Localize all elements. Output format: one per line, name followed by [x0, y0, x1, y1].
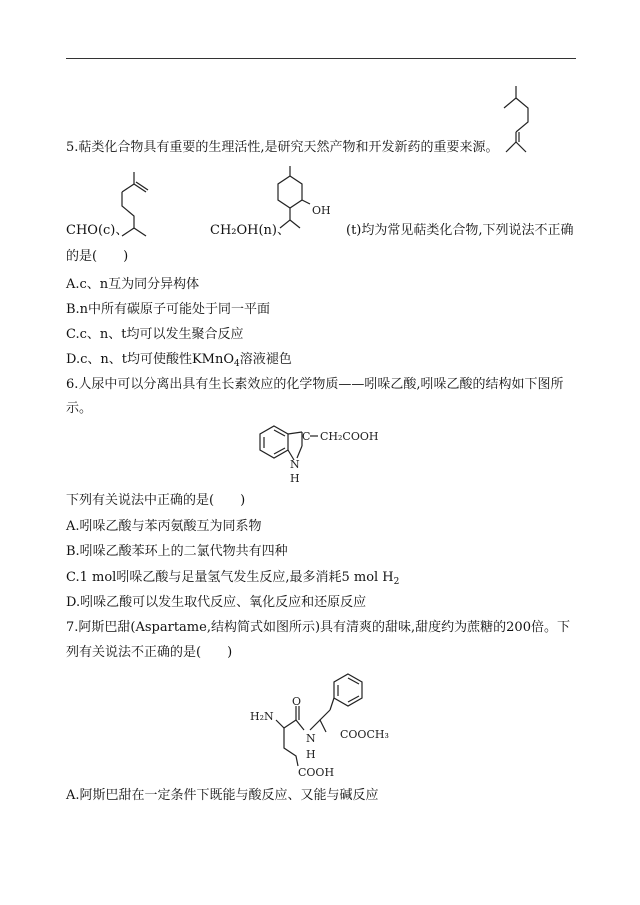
q7-o-label: O [292, 695, 302, 708]
q7-cooh-label: COOH [298, 766, 335, 779]
q6-option-b: B.吲哚乙酸苯环上的二氯代物共有四种 [66, 544, 288, 559]
aspartame-structure [248, 668, 408, 780]
q5-label-c: CHO(c)、 [66, 223, 129, 238]
q6-question: 下列有关说法中正确的是( ) [66, 493, 246, 508]
q6-stem-line2: 示。 [66, 401, 93, 416]
q5-option-d-post: 溶液褪色 [239, 352, 292, 367]
q6-option-c [66, 569, 399, 587]
q6-stem-line1: 6.人尿中可以分离出具有生长素效应的化学物质——吲哚乙酸,吲哚乙酸的结构如下图所 [66, 377, 564, 392]
q6-c-label: C [302, 430, 311, 443]
q6-n-label: N [290, 458, 300, 471]
q5-label-n: CH₂OH(n)、 [210, 223, 291, 238]
terpene-t-structure [498, 84, 548, 164]
q6-h-label: H [290, 472, 300, 485]
q5-label-t: (t)均为常见萜类化合物,下列说法不正确 [346, 223, 574, 238]
q6-option-c-sub: 2 [393, 577, 400, 587]
indoleacetic-acid-structure [252, 420, 392, 486]
q7-h-label: H [306, 748, 316, 761]
q7-cooch3-label: COOCH₃ [340, 728, 389, 741]
q5-stem: 5.萜类化合物具有重要的生理活性,是研究天然产物和开发新药的重要来源。 [66, 140, 499, 155]
q7-stem-line1: 7.阿斯巴甜(Aspartame,结构简式如图所示)具有清爽的甜味,甜度约为蔗糖的200倍。下 [66, 620, 570, 635]
q6-option-a: A.吲哚乙酸与苯丙氨酸互为同系物 [66, 519, 262, 534]
oh-label: OH [312, 204, 331, 217]
q5-stem-end: 的是( ) [66, 249, 129, 264]
q5-option-d-pre: D.c、n、t均可使酸性KMnO [66, 352, 235, 367]
q5-option-d [66, 351, 292, 369]
q7-h2n-label: H₂N [250, 710, 274, 723]
q7-option-a: A.阿斯巴甜在一定条件下既能与酸反应、又能与碱反应 [66, 788, 379, 803]
q5-option-b: B.n中所有碳原子可能处于同一平面 [66, 302, 271, 317]
q5-option-d-sub: 4 [234, 359, 240, 369]
q5-option-a: A.c、n互为同分异构体 [66, 277, 200, 292]
q7-n-label: N [306, 732, 316, 745]
q7-stem-line2: 列有关说法不正确的是( ) [66, 645, 233, 660]
q6-sub-label: CH₂COOH [320, 430, 379, 443]
header-rule [66, 58, 576, 59]
q6-option-c-pre: C.1 mol吲哚乙酸与足量氢气发生反应,最多消耗5 mol H [66, 570, 394, 585]
q6-option-d: D.吲哚乙酸可以发生取代反应、氧化反应和还原反应 [66, 595, 367, 610]
q5-option-c: C.c、n、t均可以发生聚合反应 [66, 327, 244, 342]
